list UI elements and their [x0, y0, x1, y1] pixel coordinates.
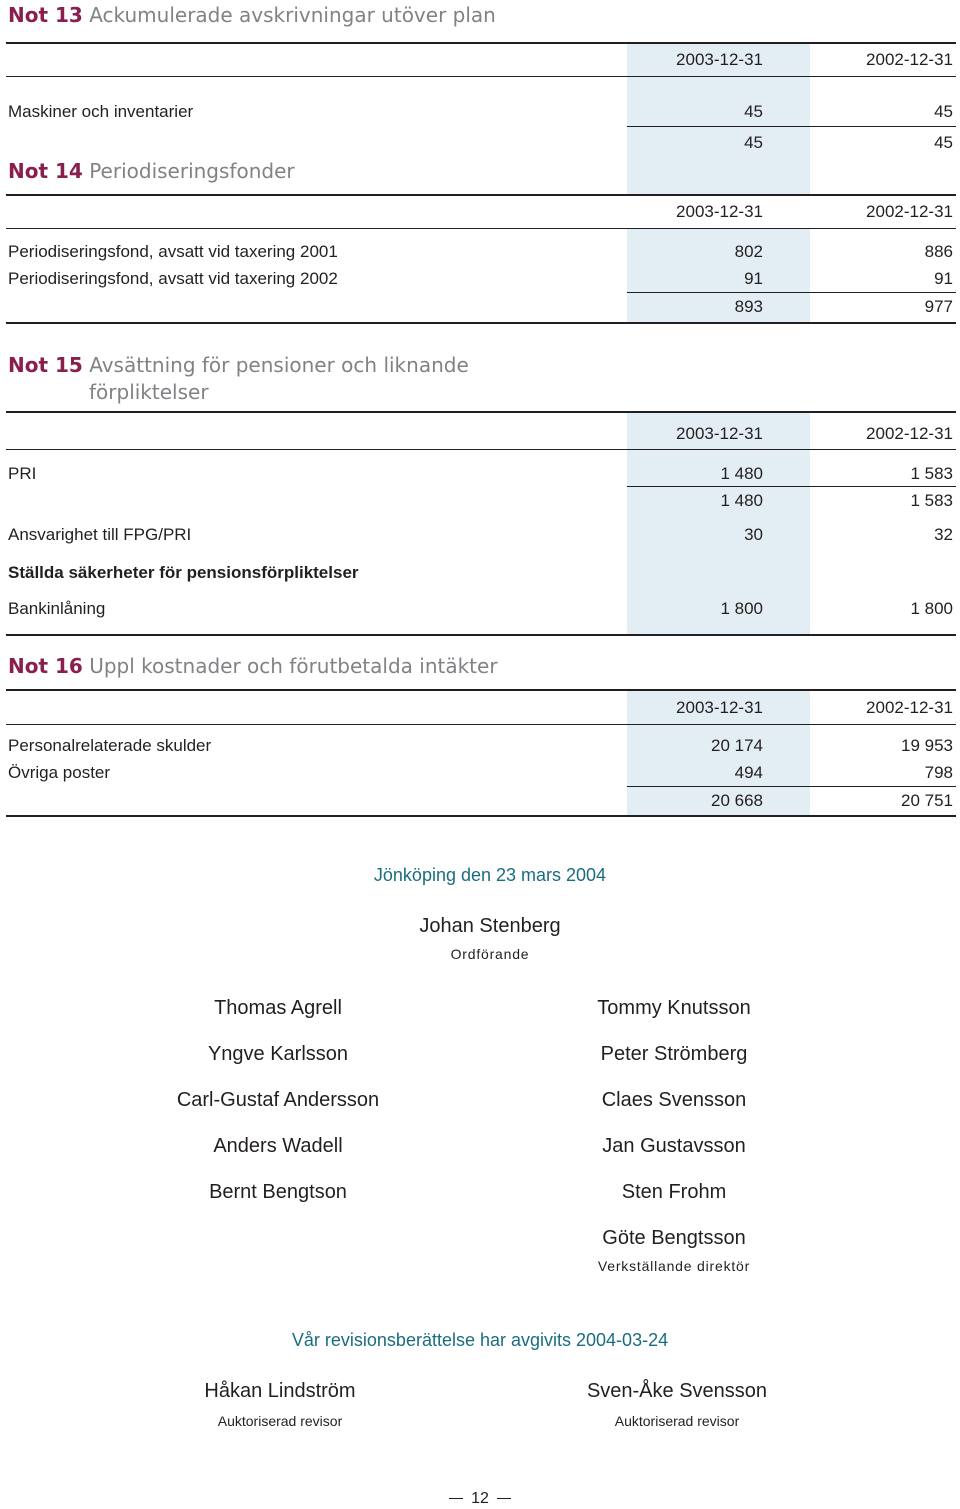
divider	[6, 724, 956, 725]
total-row	[0, 131, 960, 155]
audit-statement: Vår revisionsberättelse har avgivits 2004-03-24	[291, 1330, 669, 1350]
value-previous: 886	[924, 242, 953, 261]
value-previous: 45	[934, 102, 953, 121]
total-row	[0, 789, 960, 813]
note-14-heading	[8, 158, 295, 185]
sum-line	[627, 486, 956, 487]
board-member-name: Bernt Bengtson	[209, 1181, 347, 1203]
divider	[6, 411, 956, 413]
value-previous: 1 800	[910, 599, 953, 618]
subtotal-previous: 1 583	[910, 491, 953, 510]
note-16-heading	[8, 653, 498, 680]
board-member-name: Sten Frohm	[621, 1181, 727, 1203]
column-header-previous: 2002-12-31	[866, 202, 953, 221]
place-and-date: Jönköping den 23 mars 2004	[373, 865, 607, 885]
dash-left	[449, 1498, 463, 1499]
value-previous: 91	[934, 269, 953, 288]
board-member-name: Carl-Gustaf Andersson	[176, 1089, 380, 1111]
row-label: Övriga poster	[8, 763, 111, 782]
column-header-row	[0, 422, 960, 446]
row-label: PRI	[8, 464, 37, 483]
divider	[6, 228, 956, 229]
sum-line	[627, 786, 956, 787]
table-row	[0, 597, 960, 621]
total-previous: 977	[924, 297, 953, 316]
table-row	[0, 100, 960, 124]
value-current: 20 174	[711, 736, 763, 755]
board-member-name: Anders Wadell	[213, 1135, 343, 1157]
table-row	[0, 240, 960, 264]
note-number: Not 13	[8, 3, 83, 27]
ceo-role: Verkställande direktör	[597, 1258, 751, 1274]
chair-role: Ordförande	[450, 946, 530, 962]
divider	[6, 194, 956, 196]
board-member-name: Jan Gustavsson	[602, 1135, 746, 1157]
value-previous: 32	[934, 525, 953, 544]
board-member-name: Tommy Knutsson	[597, 997, 751, 1019]
row-label: Bankinlåning	[8, 599, 106, 618]
row-label: Maskiner och inventarier	[8, 102, 194, 121]
section-subheading	[0, 561, 960, 585]
auditor-name: Håkan Lindström	[204, 1380, 356, 1402]
subtotal-row	[0, 489, 960, 513]
page-number	[420, 1490, 540, 1508]
value-current: 802	[734, 242, 763, 261]
total-previous: 20 751	[901, 791, 953, 810]
note-title: Uppl kostnader och förutbetalda intäkter	[89, 654, 498, 678]
divider	[6, 449, 956, 450]
note-13-heading	[8, 2, 496, 29]
row-label: Periodiseringsfond, avsatt vid taxering 2001	[8, 242, 338, 261]
column-header-row	[0, 696, 960, 720]
page-number-text: 12	[471, 1490, 489, 1507]
auditor-role: Auktoriserad revisor	[614, 1413, 740, 1429]
value-current: 494	[734, 763, 763, 782]
divider	[6, 322, 956, 324]
column-header-row	[0, 200, 960, 224]
row-label: Ansvarighet till FPG/PRI	[8, 525, 192, 544]
column-header-current: 2003-12-31	[676, 50, 763, 69]
sum-line	[627, 126, 956, 127]
column-header-current: 2003-12-31	[676, 202, 763, 221]
divider	[6, 634, 956, 636]
column-header-previous: 2002-12-31	[866, 424, 953, 443]
table-row	[0, 523, 960, 547]
column-header-previous: 2002-12-31	[866, 50, 953, 69]
table-row	[0, 267, 960, 291]
note-number: Not 15	[8, 353, 83, 377]
column-header-previous: 2002-12-31	[866, 698, 953, 717]
divider	[6, 689, 956, 691]
note-title-continued: förpliktelser	[89, 380, 209, 404]
board-member-name: Peter Strömberg	[600, 1043, 748, 1065]
value-current: 45	[744, 102, 763, 121]
note-title: Ackumulerade avskrivningar utöver plan	[89, 3, 496, 27]
value-current: 1 800	[720, 599, 763, 618]
value-current: 1 480	[720, 464, 763, 483]
subtotal-current: 1 480	[720, 491, 763, 510]
divider	[6, 76, 956, 77]
board-member-name: Claes Svensson	[601, 1089, 747, 1111]
table-row	[0, 734, 960, 758]
total-previous: 45	[934, 133, 953, 152]
column-header-row	[0, 48, 960, 72]
value-previous: 19 953	[901, 736, 953, 755]
board-member-name: Thomas Agrell	[214, 997, 342, 1019]
auditor-role: Auktoriserad revisor	[217, 1413, 343, 1429]
dash-right	[497, 1498, 511, 1499]
divider	[6, 815, 956, 817]
chair-name: Johan Stenberg	[419, 915, 561, 937]
note-title: Periodiseringsfonder	[89, 159, 295, 183]
row-label: Personalrelaterade skulder	[8, 736, 212, 755]
value-current: 91	[744, 269, 763, 288]
value-current: 30	[744, 525, 763, 544]
table-row	[0, 462, 960, 486]
board-member-name: Yngve Karlsson	[207, 1043, 349, 1065]
note-title: Avsättning för pensioner och liknande	[89, 353, 469, 377]
value-previous: 1 583	[910, 464, 953, 483]
note-15-heading	[8, 352, 469, 406]
ceo-name: Göte Bengtsson	[602, 1227, 746, 1249]
column-header-current: 2003-12-31	[676, 424, 763, 443]
divider	[6, 42, 956, 44]
note-number: Not 14	[8, 159, 83, 183]
total-current: 20 668	[711, 791, 763, 810]
table-row	[0, 761, 960, 785]
auditor-name: Sven-Åke Svensson	[586, 1380, 768, 1402]
pledged-assets-heading: Ställda säkerheter för pensionsförpliktelser	[8, 563, 359, 582]
total-current: 893	[734, 297, 763, 316]
total-row	[0, 295, 960, 319]
row-label: Periodiseringsfond, avsatt vid taxering 2002	[8, 269, 338, 288]
total-current: 45	[744, 133, 763, 152]
note-number: Not 16	[8, 654, 83, 678]
sum-line	[627, 292, 956, 293]
column-header-current: 2003-12-31	[676, 698, 763, 717]
value-previous: 798	[924, 763, 953, 782]
